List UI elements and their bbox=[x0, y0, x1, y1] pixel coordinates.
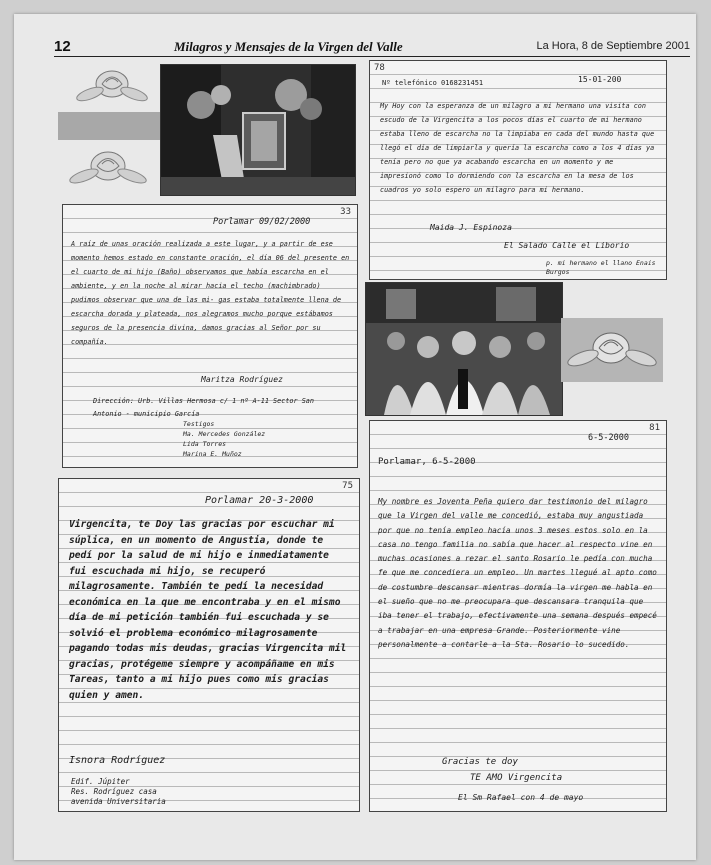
witness-name: Marina E. Muñoz bbox=[183, 450, 242, 458]
publication-date: La Hora, 8 de Septiembre 2001 bbox=[536, 40, 690, 52]
letter-thanks: Gracias te doy bbox=[442, 757, 518, 767]
page-number: 12 bbox=[54, 38, 71, 55]
witness-name: Lida Torres bbox=[183, 440, 227, 448]
address-line: Res. Rodríguez casa bbox=[71, 787, 157, 796]
letter-number: 78 bbox=[374, 63, 385, 73]
letter-body: Virgencita, te Doy las gracias por escuchar mi súplica, en un momento de Angustia, donde te pedí por la salud de mi hijo e inmediatamente fui escuchada mi hijo, se recuperó milagrosamente. También te pedí la necesidad económica en la que me encontraba y en el mismo día de mi petición también fui escuchada y se solvió el problema económico milagrosamente pagando todas mis deudas, gracias Virgencita mil gracias, protégeme siempre y acompáñame en mis Tareas, tanto a mi hijo pues como mis gracias quien y amen. bbox=[69, 519, 347, 701]
letter-closing: TE AMO Virgencita bbox=[470, 773, 563, 783]
letter-address: Dirección: Urb. Villas Hermosa c/ 1 nº A-11 Sector San Antonio - municipio García bbox=[93, 397, 314, 418]
letter-date: Porlamar 09/02/2000 bbox=[213, 217, 311, 227]
letter-signature: Maritza Rodríguez bbox=[201, 375, 283, 384]
witness-list bbox=[183, 419, 265, 459]
address-line: Edif. Júpiter bbox=[71, 777, 130, 786]
page-title: Milagros y Mensajes de la Virgen del Valle bbox=[174, 39, 403, 54]
witness-heading: Testigos bbox=[183, 420, 215, 428]
letter-signature: Isnora Rodríguez bbox=[69, 755, 166, 766]
letter-body: My Hoy con la esperanza de un milagro a mi hermano una visita con escudo de la Virgencita a los pocos días el cuarto de mi hermano estaba lleno de escarcha no la limpiaba en cada del mundo hasta que llegó el día de limpiarla y quería la escarcha como a los 4 días ya tenía pero no que ya acabando escarcha en un momento y me impresionó como lo dormiendo con la escarcha en la mesa de los cuadros yo solo espero un milagro para mi hermano. bbox=[380, 102, 655, 194]
letter-date: Porlamar 20-3-2000 bbox=[205, 495, 314, 506]
letter-33 bbox=[62, 204, 358, 468]
letter-footer: El Sm Rafael con 4 de mayo bbox=[458, 793, 584, 802]
rose-icon bbox=[561, 318, 663, 382]
letter-address bbox=[71, 777, 166, 807]
letter-address: El Salado Calle el Liborio bbox=[504, 241, 630, 250]
letter-number: 33 bbox=[340, 207, 351, 217]
shrine-photo bbox=[160, 64, 356, 196]
address-line: avenida Universitaria bbox=[71, 797, 166, 806]
rose-icon bbox=[72, 62, 152, 114]
page-header bbox=[54, 38, 690, 57]
letter-81 bbox=[369, 420, 667, 812]
letter-date: 6-5-2000 bbox=[588, 433, 629, 443]
letter-number: 75 bbox=[342, 481, 353, 491]
letter-signature: Maida J. Espinoza bbox=[430, 223, 512, 232]
letter-footer: p. mi hermano el llano Enais Burgos bbox=[546, 259, 656, 276]
letter-75 bbox=[58, 478, 360, 812]
letter-number: 81 bbox=[649, 423, 660, 433]
letter-place-date: Porlamar, 6-5-2000 bbox=[378, 457, 476, 467]
decor-band bbox=[58, 112, 160, 140]
rose-icon bbox=[66, 142, 150, 196]
group-photo bbox=[365, 282, 563, 416]
letter-78 bbox=[369, 60, 667, 280]
letter-date: 15-01-200 bbox=[578, 75, 622, 84]
letter-phone: Nº telefónico 0168231451 bbox=[382, 79, 484, 87]
witness-name: Ma. Mercedes González bbox=[183, 430, 266, 438]
newspaper-page bbox=[14, 14, 696, 860]
letter-body: My nombre es Joventa Peña quiero dar testimonio del milagro que la Virgen del valle me concedió, estaba muy angustiada por que no tenía empleo hacía unos 3 meses estos solo en la casa no tengo familia no sabía que hacer al respecto vine en muchas ocasiones a rezar el santo Rosario le pedía con mucha fe que me concediera un empleo. Un martes llegué al apto como de costumbre descansar mientras dormía la virgen me habla en el sueño que no me preocupara que descansara tranquila que iba tener el trabajo, efectivamente una semana después empecé a trabajar en una empresa Grande. Posteriormente vine personalmente a contarle a la Sta. Rosario lo sucedido. bbox=[378, 497, 657, 649]
letter-body: A raíz de unas oración realizada a este lugar, y a partir de ese momento hemos estado en constante oración, el día 06 del presente en el cuarto de mi hijo (Baño) observamos que había escarcha en el ambiente, y en la noche al mirar hacia el techo (machimbrado) pudimos observar que una de las mi- gas estaba totalmente llena de escarcha dorada y plateada, nos alegramos mucho porque estábamos seguros de la presencia divina, damos gracias al Señor por su compañía. bbox=[71, 240, 350, 346]
